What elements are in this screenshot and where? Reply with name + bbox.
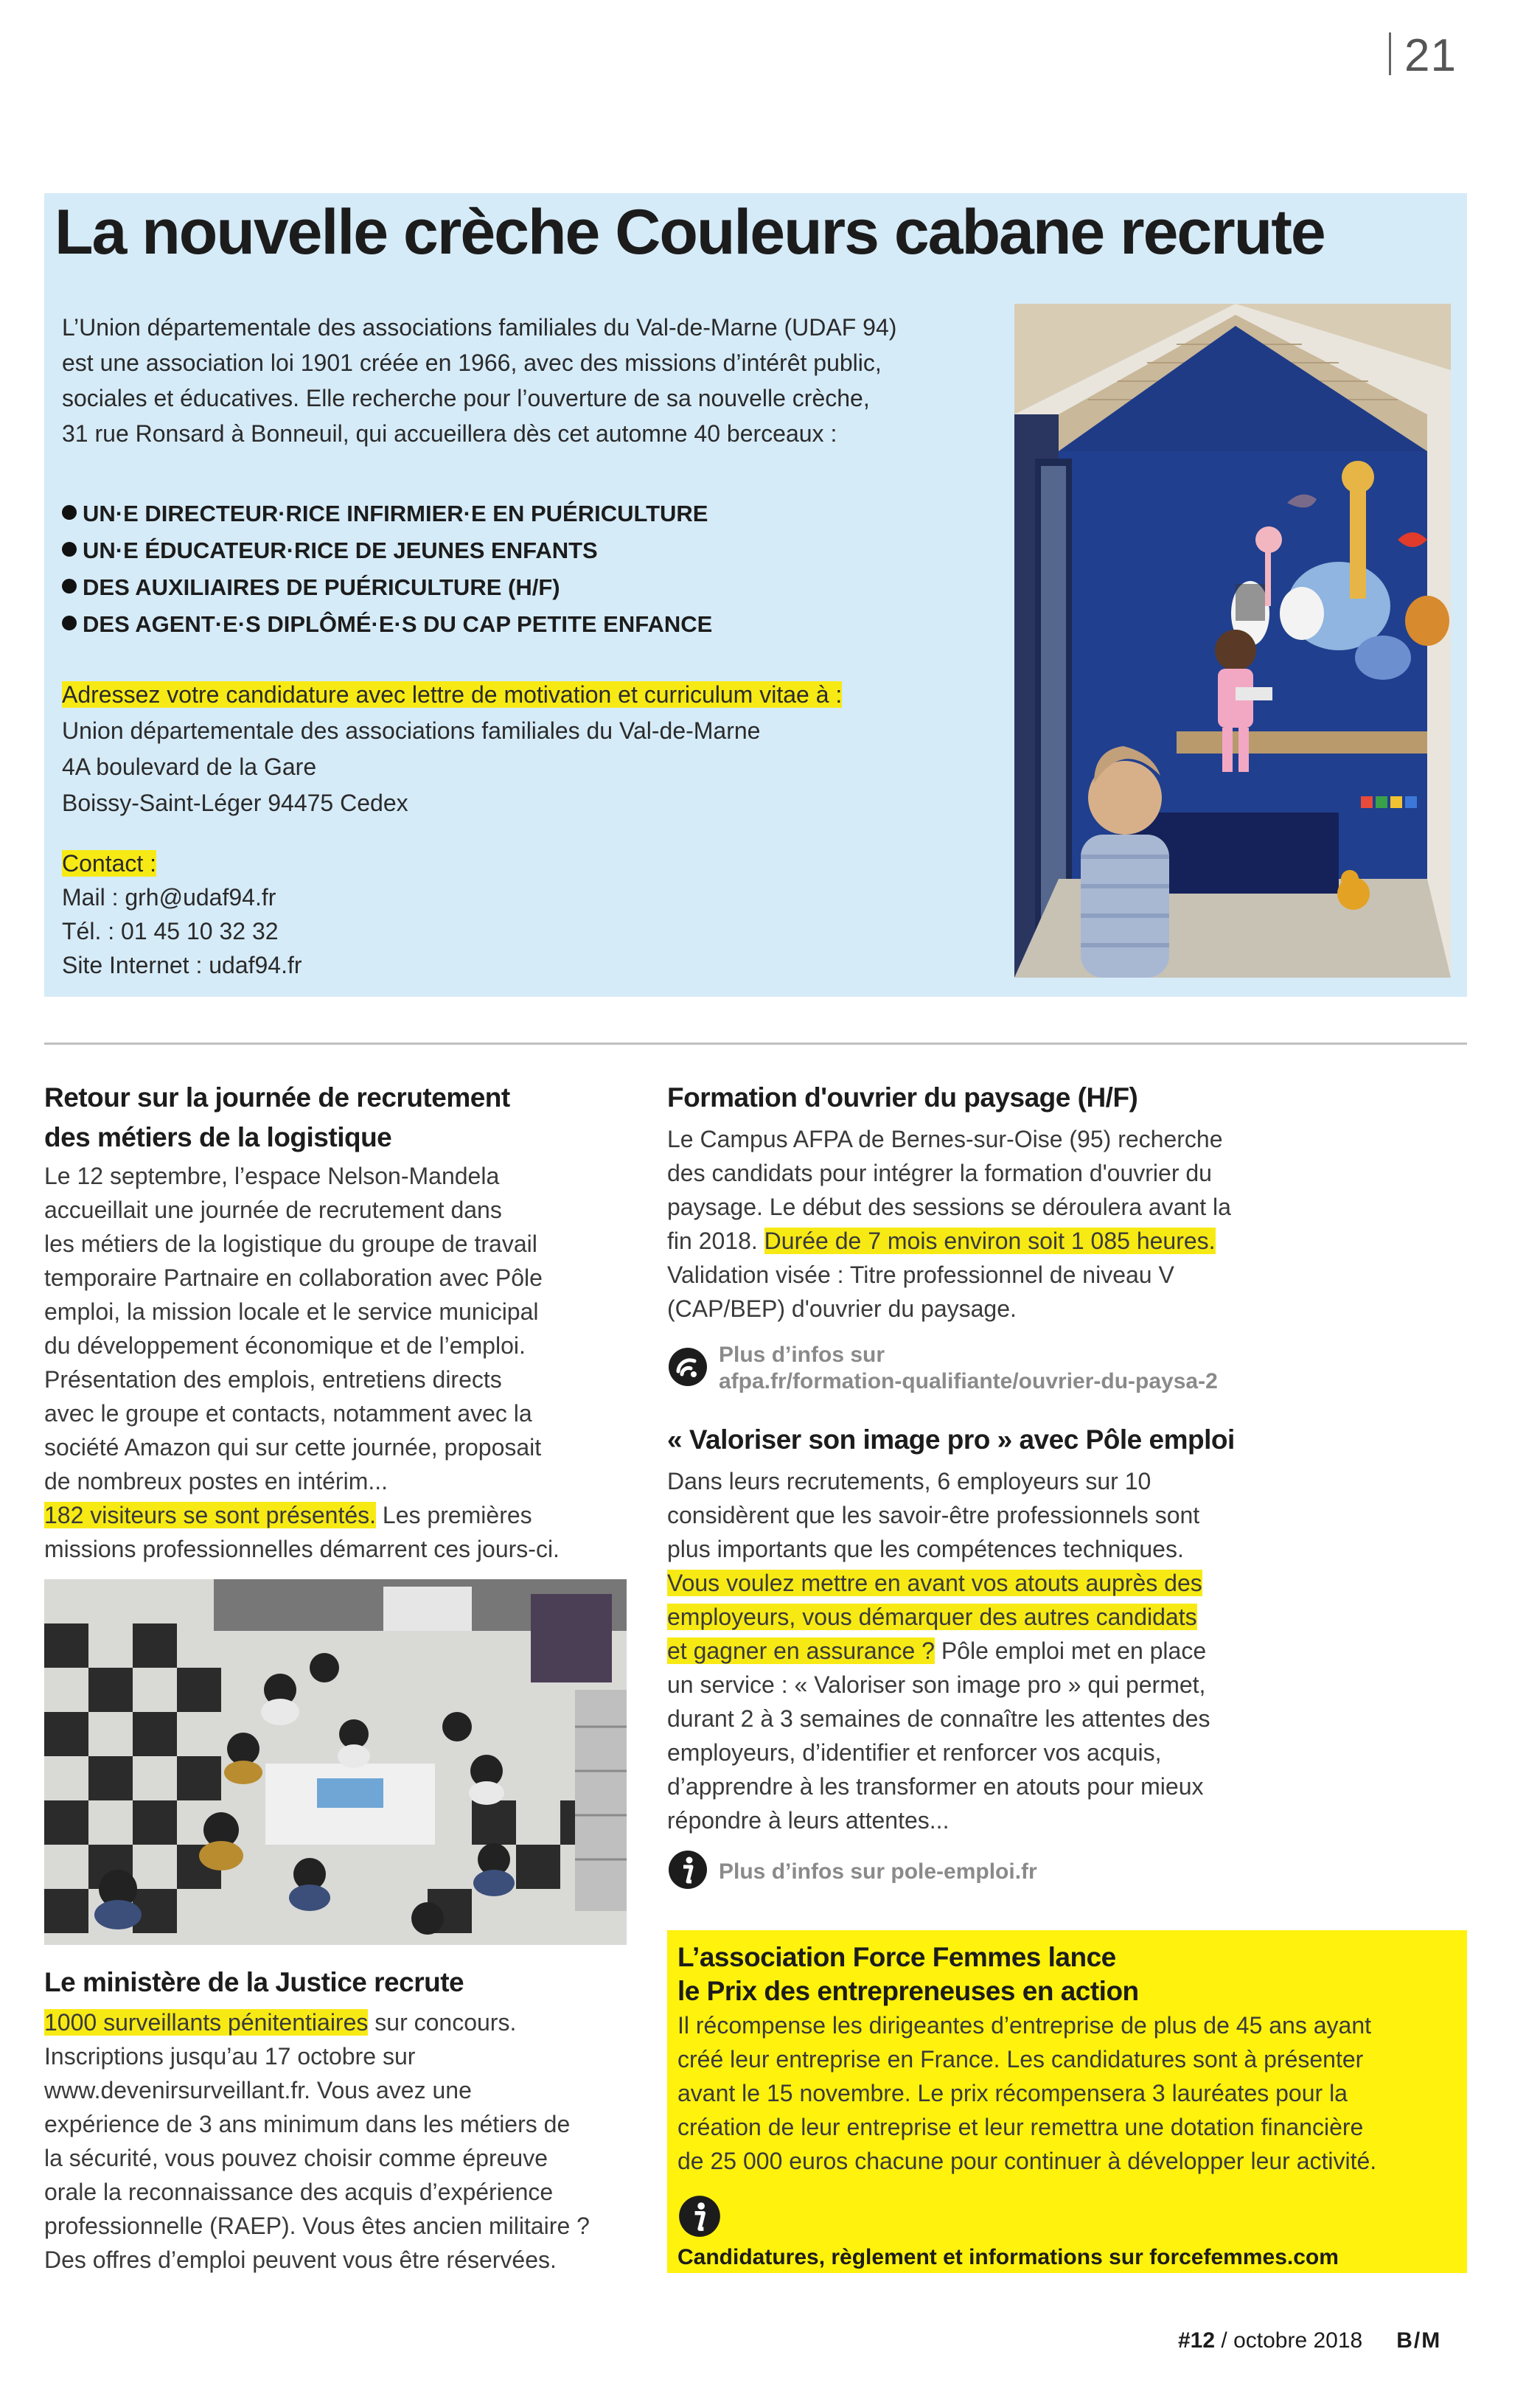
body-line: de nombreux postes en intérim... bbox=[44, 1468, 389, 1494]
duration-highlight: Durée de 7 mois environ soit 1 085 heures. bbox=[764, 1228, 1216, 1254]
job-bullet: DES AGENT·E·S DIPLÔMÉ·E·S DU CAP PETITE ENFANCE bbox=[62, 606, 712, 643]
intro-line: est une association loi 1901 créée en 1966, avec des missions d’intérêt public, bbox=[62, 349, 882, 376]
body-line: création de leur entreprise et leur remettra une dotation financière bbox=[677, 2114, 1364, 2140]
address-line: Boissy-Saint-Léger 94475 Cedex bbox=[62, 790, 408, 816]
address-line: Union départementale des associations familiales du Val-de-Marne bbox=[62, 717, 761, 744]
body-line: des candidats pour intégrer la formation d'ouvrier du bbox=[667, 1160, 1212, 1186]
body-line: répondre à leurs attentes... bbox=[667, 1807, 950, 1834]
bullet-icon bbox=[62, 505, 77, 520]
job-bullet: UN·E ÉDUCATEUR·RICE DE JEUNES ENFANTS bbox=[62, 532, 712, 569]
body-line: Des offres d’emploi peuvent vous être réservées. bbox=[44, 2246, 557, 2273]
valoriser-title: « Valoriser son image pro » avec Pôle emploi bbox=[667, 1424, 1235, 1455]
body-line: avec le groupe et contacts, notamment avec la bbox=[44, 1400, 532, 1427]
creche-photo bbox=[1014, 304, 1451, 978]
body-line: avant le 15 novembre. Le prix récompensera 3 lauréates pour la bbox=[677, 2080, 1348, 2106]
force-femmes-box bbox=[667, 1930, 1467, 2273]
force-femmes-title-line: L’association Force Femmes lance bbox=[677, 1942, 1116, 1972]
contact-block bbox=[62, 846, 302, 982]
bullet-icon bbox=[62, 542, 77, 557]
body-line bbox=[667, 1600, 1471, 1634]
visitors-highlight: 182 visiteurs se sont présentés. bbox=[44, 1502, 377, 1528]
page-footer bbox=[1178, 2328, 1441, 2353]
body-line: 1000 surveillants pénitentiaires sur concours. bbox=[44, 2009, 517, 2036]
body-line: missions professionnelles démarrent ces jours-ci. bbox=[44, 1536, 560, 1562]
force-femmes-title-line: le Prix des entrepreneuses en action bbox=[677, 1976, 1139, 2006]
bullet-icon bbox=[62, 616, 77, 630]
logistics-article bbox=[44, 1078, 641, 1566]
body-line: société Amazon qui sur cette journée, proposait bbox=[44, 1434, 542, 1461]
right-column bbox=[667, 1078, 1471, 1894]
body-line: www.devenirsurveillant.fr. Vous avez une bbox=[44, 2077, 472, 2103]
job-bullet: DES AUXILIAIRES DE PUÉRICULTURE (H/F) bbox=[62, 569, 712, 606]
info-icon bbox=[667, 1849, 708, 1894]
address-line: 4A boulevard de la Gare bbox=[62, 754, 317, 780]
page-number: 21 bbox=[1389, 29, 1457, 82]
body-line: les métiers de la logistique du groupe de travail bbox=[44, 1231, 537, 1257]
body-line: de 25 000 euros chacune pour continuer à développer leur activité. bbox=[677, 2148, 1377, 2174]
justice-article bbox=[44, 1963, 656, 2277]
body-line: professionnelle (RAEP). Vous êtes ancien militaire ? bbox=[44, 2213, 590, 2239]
body-line: Le 12 septembre, l’espace Nelson-Mandela bbox=[44, 1163, 500, 1189]
body-line: créé leur entreprise en France. Les candidatures sont à présenter bbox=[677, 2046, 1364, 2072]
justice-title: Le ministère de la Justice recrute bbox=[44, 1967, 464, 1997]
body-line: du développement économique et de l’emploi. bbox=[44, 1332, 526, 1359]
pole-emploi-more-link[interactable] bbox=[667, 1849, 1471, 1894]
logistics-title-line: Retour sur la journée de recrutement bbox=[44, 1082, 510, 1113]
paysage-article bbox=[667, 1078, 1471, 1395]
intro-line: 31 rue Ronsard à Bonneuil, qui accueillera dès cet automne 40 berceaux : bbox=[62, 420, 837, 447]
body-line: employeurs, d’identifier et renforcer vos acquis, bbox=[667, 1739, 1162, 1766]
body-line: un service : « Valoriser son image pro » qui permet, bbox=[667, 1671, 1206, 1698]
more-label[interactable]: Plus d’infos sur pole-emploi.fr bbox=[719, 1859, 1037, 1884]
force-femmes-more-link[interactable]: Candidatures, règlement et informations sur forcefemmes.com bbox=[677, 2245, 1339, 2269]
more-url[interactable]: afpa.fr/formation-qualifiante/ouvrier-du-paysa-2 bbox=[719, 1369, 1218, 1393]
section-divider bbox=[44, 1043, 1467, 1045]
body-line: Présentation des emplois, entretiens directs bbox=[44, 1366, 502, 1393]
feature-intro bbox=[62, 310, 1013, 451]
feature-title: La nouvelle crèche Couleurs cabane recrute bbox=[55, 197, 1325, 268]
body-line: considèrent que les savoir-être professionnels sont bbox=[667, 1502, 1200, 1528]
body-line: Le Campus AFPA de Bernes-sur-Oise (95) recherche bbox=[667, 1126, 1223, 1152]
contact-label: Contact : bbox=[62, 850, 157, 877]
body-line: plus importants que les compétences techniques. bbox=[667, 1536, 1184, 1562]
wifi-info-icon bbox=[667, 1346, 708, 1391]
job-bullet-list bbox=[62, 495, 712, 643]
brand-logo: B/M bbox=[1396, 2328, 1442, 2353]
issue-date: / octobre 2018 bbox=[1215, 2328, 1363, 2353]
valoriser-highlight: Vous voulez mettre en avant vos atouts auprès des bbox=[667, 1570, 1202, 1596]
apply-address bbox=[62, 677, 842, 821]
body-line: paysage. Le début des sessions se déroulera avant la bbox=[667, 1194, 1231, 1220]
paysage-more-link[interactable] bbox=[667, 1342, 1471, 1395]
apply-highlight: Adressez votre candidature avec lettre de motivation et curriculum vitae à : bbox=[62, 681, 843, 708]
body-line: 182 visiteurs se sont présentés. Les premières bbox=[44, 1502, 532, 1528]
recruitment-event-photo bbox=[44, 1579, 627, 1945]
contact-website[interactable]: Site Internet : udaf94.fr bbox=[62, 952, 302, 978]
body-line: durant 2 à 3 semaines de connaître les attentes des bbox=[667, 1705, 1210, 1732]
body-line: et gagner en assurance ? Pôle emploi met en place bbox=[667, 1637, 1207, 1664]
surveillants-highlight: 1000 surveillants pénitentiaires bbox=[44, 2009, 369, 2036]
body-line: accueillait une journée de recrutement dans bbox=[44, 1197, 502, 1223]
issue-number: #12 bbox=[1178, 2328, 1216, 2353]
body-line bbox=[667, 1566, 1471, 1600]
paysage-title: Formation d'ouvrier du paysage (H/F) bbox=[667, 1082, 1138, 1113]
body-line: orale la reconnaissance des acquis d’expérience bbox=[44, 2179, 554, 2205]
body-line: emploi, la mission locale et le service municipal bbox=[44, 1298, 539, 1325]
body-line: Validation visée : Titre professionnel de niveau V bbox=[667, 1261, 1174, 1288]
body-line: Inscriptions jusqu’au 17 octobre sur bbox=[44, 2043, 416, 2070]
body-line: (CAP/BEP) d'ouvrier du paysage. bbox=[667, 1295, 1017, 1322]
intro-line: sociales et éducatives. Elle recherche pour l’ouverture de sa nouvelle crèche, bbox=[62, 385, 870, 411]
valoriser-highlight: et gagner en assurance ? bbox=[667, 1637, 935, 1664]
body-line: d’apprendre à les transformer en atouts pour mieux bbox=[667, 1773, 1204, 1800]
body-line: la sécurité, vous pouvez choisir comme épreuve bbox=[44, 2145, 548, 2171]
job-bullet: UN·E DIRECTEUR·RICE INFIRMIER·E EN PUÉRICULTURE bbox=[62, 495, 712, 532]
body-line: expérience de 3 ans minimum dans les métiers de bbox=[44, 2111, 571, 2137]
body-line: Dans leurs recrutements, 6 employeurs sur 10 bbox=[667, 1468, 1151, 1494]
intro-line: L’Union départementale des associations familiales du Val-de-Marne (UDAF 94) bbox=[62, 314, 897, 341]
body-line: Il récompense les dirigeantes d’entreprise de plus de 45 ans ayant bbox=[677, 2012, 1372, 2039]
valoriser-article bbox=[667, 1420, 1471, 1894]
logistics-title-line: des métiers de la logistique bbox=[44, 1122, 392, 1152]
info-icon bbox=[677, 2194, 1459, 2242]
contact-mail[interactable]: Mail : grh@udaf94.fr bbox=[62, 884, 276, 911]
body-line: fin 2018. Durée de 7 mois environ soit 1 085 heures. bbox=[667, 1228, 1216, 1254]
contact-phone: Tél. : 01 45 10 32 32 bbox=[62, 918, 279, 944]
bullet-icon bbox=[62, 579, 77, 594]
body-line: temporaire Partnaire en collaboration avec Pôle bbox=[44, 1264, 543, 1291]
more-label: Plus d’infos sur bbox=[719, 1343, 885, 1367]
valoriser-highlight: employeurs, vous démarquer des autres candidats bbox=[667, 1604, 1197, 1630]
